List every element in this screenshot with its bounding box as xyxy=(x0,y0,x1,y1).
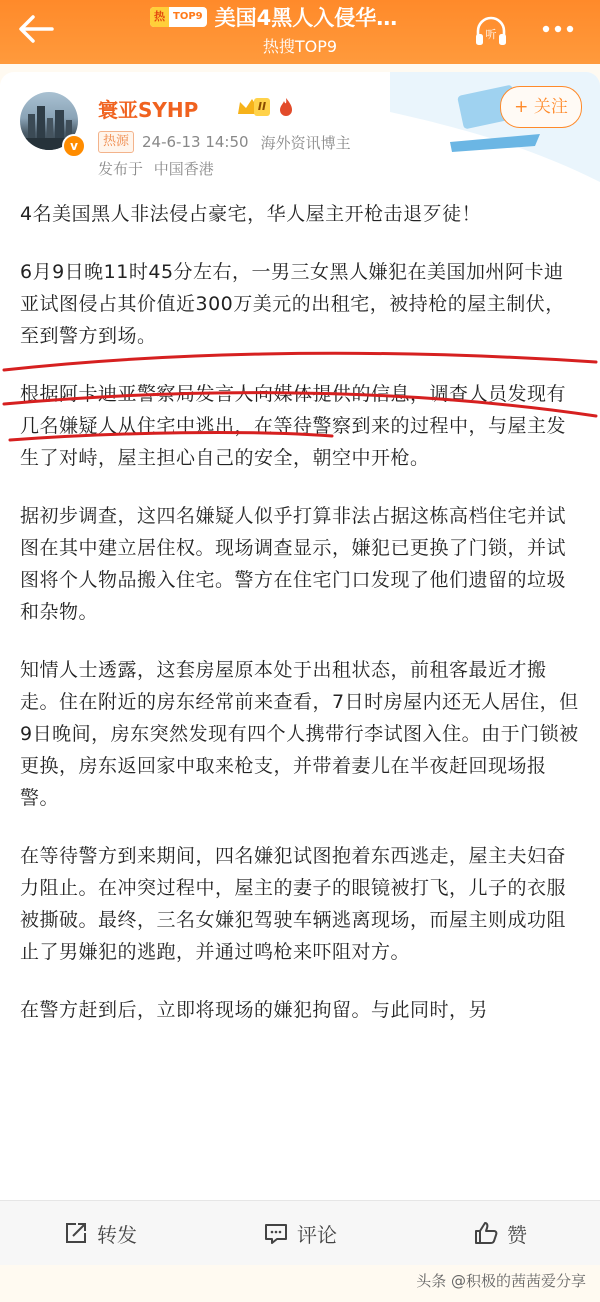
comment-icon xyxy=(263,1220,289,1246)
location-prefix: 发布于 xyxy=(98,160,144,178)
location-value: 中国香港 xyxy=(153,160,214,178)
watermark: 头条 @积极的茜茜爱分享 xyxy=(416,1272,586,1290)
listen-headphones-icon[interactable] xyxy=(472,12,510,50)
repost-button[interactable] xyxy=(0,1201,200,1265)
post-meta xyxy=(98,130,351,154)
like-label: 赞 xyxy=(507,1222,527,1247)
repost-label: 转发 xyxy=(97,1222,137,1247)
paragraph: 4名美国黑人非法侵占豪宅，华人屋主开枪击退歹徒！ xyxy=(20,203,482,225)
title-row xyxy=(150,2,450,32)
post-body xyxy=(20,198,580,1052)
comment-button[interactable] xyxy=(200,1201,400,1265)
account-type: 海外资讯博主 xyxy=(260,133,351,152)
top-bar xyxy=(0,0,600,64)
source-tag: 热源 xyxy=(98,131,134,153)
post-date: 24-6-13 14:50 xyxy=(142,133,249,151)
repost-icon xyxy=(63,1220,89,1246)
post-card xyxy=(0,72,600,1200)
page-subtitle: 热搜TOP9 xyxy=(262,37,338,56)
hot-icon: 热 xyxy=(150,7,169,27)
action-bar xyxy=(0,1200,600,1265)
like-button[interactable] xyxy=(400,1201,600,1265)
paragraph: 据初步调查，这四名嫌疑人似乎打算非法占据这栋高档住宅并试图在其中建立居住权。现场调查显示，嫌犯已更换了门锁，并试图将个人物品搬入住宅。警方在住宅门口发现了他们遗留的垃圾和杂物。 xyxy=(20,505,567,623)
page-title: 美国4黑人入侵华… xyxy=(214,6,398,30)
rank-label: TOP9 xyxy=(173,11,203,22)
paragraph: 在等待警方到来期间，四名嫌犯试图抱着东西逃走，屋主夫妇奋力阻止。在冲突过程中，屋主的妻子的眼镜被打飞，儿子的衣服被撕破。最终，三名女嫌犯驾驶车辆逃离现场，而屋主则成功阻止了男嫌犯的逃跑，并通过鸣枪来吓阻对方。 xyxy=(20,845,567,963)
verified-badge: v xyxy=(62,134,86,158)
comment-label: 评论 xyxy=(297,1222,337,1247)
vip-level-badge: II xyxy=(254,98,270,116)
username[interactable]: 寰亚SYHP xyxy=(98,98,199,122)
paragraph: 知情人士透露，这套房屋原本处于出租状态，前租客最近才搬走。住在附近的房东经常前来查看，7日时房屋内还无人居住，但9日晚间，房东突然发现有四个人携带行李试图入住。由于门锁被更换，房东返回家中取来枪支，并带着妻儿在半夜赶回现场报警。 xyxy=(20,659,579,809)
paragraph: 根据阿卡迪亚警察局发言人向媒体提供的信息，调查人员发现有几名嫌疑人从住宅中逃出，在等待警察到来的过程中，与屋主发生了对峙，屋主担心自己的安全，朝空中开枪。 xyxy=(20,383,567,469)
thumbs-up-icon xyxy=(473,1220,499,1246)
more-options-icon[interactable] xyxy=(538,14,578,44)
post-location xyxy=(98,158,214,179)
follow-button[interactable]: + 关注 xyxy=(500,86,582,128)
paragraph: 6月9日晚11时45分左右，一男三女黑人嫌犯在美国加州阿卡迪亚试图侵占其价值近300万美元的出租宅，被持枪的屋主制伏，至到警方到场。 xyxy=(20,261,565,347)
paragraph: 在警方赶到后，立即将现场的嫌犯拘留。与此同时，另 xyxy=(20,999,489,1021)
listen-label: 听 xyxy=(485,28,497,41)
hot-rank-badge xyxy=(150,7,207,27)
fire-badge-icon xyxy=(276,96,296,118)
